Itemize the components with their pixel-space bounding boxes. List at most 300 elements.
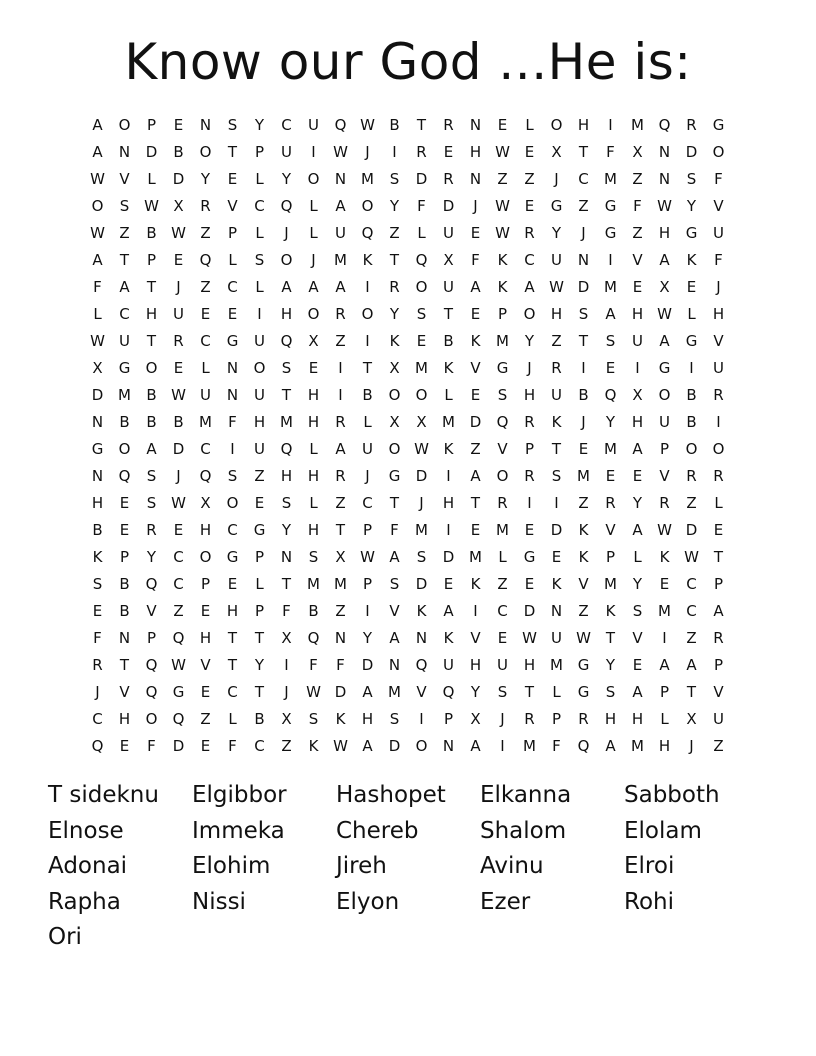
grid-letter: K: [92, 548, 103, 566]
grid-letter: M: [280, 413, 293, 431]
grid-letter: Z: [389, 224, 400, 242]
grid-letter: H: [91, 494, 104, 512]
grid-letter: Q: [91, 737, 104, 755]
grid-letter: T: [146, 278, 157, 296]
grid-letter: P: [443, 710, 454, 728]
grid-letter: P: [605, 548, 616, 566]
grid-letter: Q: [145, 575, 158, 593]
grid-letter: W: [657, 197, 672, 215]
grid-letter: O: [226, 494, 239, 512]
grid-letter: H: [631, 305, 644, 323]
grid-letter: E: [686, 278, 697, 296]
grid-letter: C: [281, 116, 292, 134]
grid-letter: F: [93, 629, 102, 647]
grid-letter: Y: [362, 629, 373, 647]
grid-letter: U: [551, 251, 562, 269]
grid-letter: E: [173, 116, 184, 134]
grid-letter: B: [686, 386, 697, 404]
grid-letter: J: [284, 224, 289, 242]
grid-letter: L: [309, 197, 318, 215]
grid-letter: Z: [686, 629, 697, 647]
grid-letter: N: [91, 467, 104, 485]
grid-letter: I: [581, 359, 586, 377]
grid-letter: U: [443, 278, 454, 296]
grid-letter: A: [146, 440, 157, 458]
grid-letter: B: [362, 386, 373, 404]
grid-letter: H: [199, 521, 212, 539]
grid-letter: O: [658, 386, 671, 404]
word-list-item: Adonai: [48, 853, 128, 879]
grid-letter: T: [254, 629, 265, 647]
grid-letter: R: [713, 386, 724, 404]
grid-letter: Z: [335, 332, 346, 350]
grid-letter: S: [119, 197, 130, 215]
grid-letter: S: [389, 575, 400, 593]
grid-letter: E: [119, 494, 130, 512]
grid-letter: T: [146, 332, 157, 350]
word-list-item: Ori: [48, 924, 82, 950]
grid-letter: K: [470, 575, 481, 593]
grid-letter: V: [632, 251, 643, 269]
grid-row: [84, 517, 732, 544]
grid-letter: V: [632, 629, 643, 647]
grid-letter: B: [308, 602, 319, 620]
grid-letter: M: [577, 467, 590, 485]
grid-letter: J: [473, 197, 478, 215]
grid-letter: Z: [578, 602, 589, 620]
grid-letter: X: [470, 710, 481, 728]
grid-letter: O: [118, 440, 131, 458]
grid-letter: J: [527, 359, 532, 377]
grid-letter: J: [581, 413, 586, 431]
grid-letter: S: [281, 359, 292, 377]
grid-letter: L: [255, 224, 264, 242]
grid-letter: P: [119, 548, 130, 566]
grid-letter: D: [334, 683, 347, 701]
grid-letter: P: [362, 575, 373, 593]
grid-letter: W: [90, 170, 105, 188]
grid-letter: W: [306, 683, 321, 701]
grid-letter: E: [92, 602, 103, 620]
grid-letter: O: [145, 710, 158, 728]
grid-letter: B: [146, 224, 157, 242]
grid-letter: W: [90, 224, 105, 242]
grid-letter: N: [469, 170, 482, 188]
word-list-item: Shalom: [480, 817, 567, 844]
grid-letter: R: [659, 494, 670, 512]
grid-letter: N: [91, 413, 104, 431]
grid-letter: A: [686, 656, 697, 674]
grid-letter: J: [581, 224, 586, 242]
grid-letter: V: [497, 440, 508, 458]
grid-letter: Q: [415, 251, 428, 269]
grid-letter: A: [470, 278, 481, 296]
grid-letter: H: [442, 494, 455, 512]
grid-letter: M: [604, 575, 617, 593]
grid-letter: X: [200, 494, 211, 512]
grid-letter: R: [335, 413, 346, 431]
grid-letter: F: [228, 413, 237, 431]
grid-letter: O: [712, 143, 725, 161]
grid-letter: W: [360, 116, 375, 134]
word-list-item: Elolam: [624, 817, 702, 844]
grid-letter: L: [201, 359, 210, 377]
word-list-item: T sideknu: [48, 782, 159, 808]
grid-letter: G: [226, 332, 239, 350]
grid-letter: D: [415, 170, 428, 188]
grid-letter: O: [91, 197, 104, 215]
grid-letter: U: [632, 332, 643, 350]
grid-letter: Q: [172, 710, 185, 728]
grid-letter: T: [713, 548, 724, 566]
grid-letter: X: [443, 251, 454, 269]
grid-letter: A: [632, 683, 643, 701]
grid-letter: K: [605, 602, 616, 620]
grid-letter: I: [635, 359, 640, 377]
grid-letter: Y: [605, 413, 616, 431]
grid-letter: Y: [524, 332, 535, 350]
grid-letter: Q: [415, 656, 428, 674]
grid-letter: G: [577, 683, 590, 701]
grid-letter: L: [255, 575, 264, 593]
grid-row: [84, 193, 732, 220]
grid-letter: N: [658, 170, 671, 188]
grid-letter: I: [473, 602, 478, 620]
grid-letter: U: [551, 629, 562, 647]
grid-letter: M: [604, 278, 617, 296]
grid-letter: Q: [118, 467, 131, 485]
grid-letter: X: [632, 386, 643, 404]
grid-letter: Q: [361, 224, 374, 242]
grid-letter: F: [282, 602, 291, 620]
grid-letter: X: [281, 629, 292, 647]
grid-letter: B: [92, 521, 103, 539]
grid-letter: S: [551, 467, 562, 485]
grid-letter: D: [415, 575, 428, 593]
grid-letter: B: [119, 575, 130, 593]
grid-letter: T: [605, 629, 616, 647]
grid-letter: P: [146, 251, 157, 269]
grid-letter: N: [442, 737, 455, 755]
grid-letter: E: [524, 575, 535, 593]
grid-letter: F: [714, 170, 723, 188]
grid-letter: P: [659, 683, 670, 701]
word-list-item: Jireh: [336, 853, 387, 879]
grid-letter: Q: [280, 332, 293, 350]
grid-letter: G: [388, 467, 401, 485]
grid-letter: W: [171, 494, 186, 512]
grid-row: [84, 625, 732, 652]
grid-letter: Q: [172, 629, 185, 647]
grid-letter: T: [119, 251, 130, 269]
word-list-item: Sabboth: [624, 782, 720, 808]
grid-letter: N: [280, 548, 293, 566]
grid-letter: S: [92, 575, 103, 593]
grid-letter: E: [524, 521, 535, 539]
grid-letter: B: [389, 116, 400, 134]
grid-letter: Z: [497, 575, 508, 593]
grid-letter: H: [226, 602, 239, 620]
grid-letter: U: [659, 413, 670, 431]
grid-letter: S: [605, 683, 616, 701]
grid-letter: K: [497, 251, 508, 269]
grid-letter: A: [470, 467, 481, 485]
grid-letter: V: [119, 170, 130, 188]
grid-letter: T: [362, 359, 373, 377]
grid-letter: S: [416, 305, 427, 323]
grid-letter: A: [308, 278, 319, 296]
grid-letter: M: [442, 413, 455, 431]
grid-letter: O: [523, 305, 536, 323]
grid-letter: E: [713, 521, 724, 539]
grid-letter: X: [686, 710, 697, 728]
grid-letter: Y: [389, 197, 400, 215]
grid-letter: A: [92, 251, 103, 269]
grid-letter: A: [92, 143, 103, 161]
grid-letter: S: [497, 386, 508, 404]
grid-letter: Z: [200, 224, 211, 242]
grid-letter: E: [443, 143, 454, 161]
grid-letter: R: [335, 467, 346, 485]
grid-row: [84, 328, 732, 355]
grid-letter: P: [713, 575, 724, 593]
grid-letter: K: [659, 548, 670, 566]
grid-letter: I: [446, 467, 451, 485]
grid-letter: M: [496, 521, 509, 539]
grid-letter: I: [527, 494, 532, 512]
grid-letter: N: [577, 251, 590, 269]
grid-letter: S: [605, 332, 616, 350]
grid-letter: L: [309, 494, 318, 512]
grid-letter: N: [226, 359, 239, 377]
word-list-item: Elnose: [48, 817, 124, 844]
grid-letter: W: [657, 305, 672, 323]
grid-letter: E: [443, 575, 454, 593]
grid-letter: X: [281, 710, 292, 728]
grid-letter: U: [551, 386, 562, 404]
grid-letter: C: [254, 737, 265, 755]
grid-letter: N: [334, 629, 347, 647]
grid-letter: K: [578, 548, 589, 566]
grid-letter: E: [632, 278, 643, 296]
grid-row: [84, 274, 732, 301]
grid-letter: N: [469, 116, 482, 134]
grid-letter: M: [469, 548, 482, 566]
grid-letter: E: [632, 656, 643, 674]
grid-letter: Q: [496, 413, 509, 431]
word-list-item: Rapha: [48, 888, 121, 915]
grid-letter: U: [119, 332, 130, 350]
grid-letter: Z: [200, 278, 211, 296]
grid-letter: L: [525, 116, 534, 134]
grid-letter: H: [631, 413, 644, 431]
grid-letter: E: [470, 521, 481, 539]
grid-row: [84, 571, 732, 598]
grid-letter: Z: [335, 494, 346, 512]
grid-letter: H: [307, 413, 320, 431]
grid-letter: E: [254, 494, 265, 512]
grid-letter: O: [388, 386, 401, 404]
grid-letter: E: [200, 737, 211, 755]
grid-letter: R: [443, 116, 454, 134]
grid-letter: C: [227, 521, 238, 539]
grid-letter: Z: [551, 332, 562, 350]
grid-letter: I: [608, 251, 613, 269]
grid-letter: T: [578, 332, 589, 350]
word-list-item: Avinu: [480, 853, 544, 879]
grid-letter: R: [146, 521, 157, 539]
grid-letter: M: [604, 170, 617, 188]
grid-letter: M: [334, 251, 347, 269]
grid-letter: G: [523, 548, 536, 566]
grid-letter: M: [199, 413, 212, 431]
grid-letter: K: [470, 332, 481, 350]
grid-row: [84, 490, 732, 517]
grid-letter: Y: [632, 575, 643, 593]
grid-letter: O: [253, 359, 266, 377]
grid-letter: G: [253, 521, 266, 539]
grid-letter: B: [578, 386, 589, 404]
grid-letter: H: [307, 467, 320, 485]
grid-letter: C: [200, 440, 211, 458]
grid-letter: G: [685, 224, 698, 242]
grid-letter: R: [524, 224, 535, 242]
grid-letter: T: [227, 143, 238, 161]
grid-letter: T: [227, 629, 238, 647]
grid-letter: D: [577, 278, 590, 296]
grid-letter: A: [632, 440, 643, 458]
grid-letter: O: [388, 440, 401, 458]
grid-letter: W: [576, 629, 591, 647]
grid-letter: X: [173, 197, 184, 215]
grid-letter: I: [689, 359, 694, 377]
grid-row: [84, 220, 732, 247]
grid-letter: A: [281, 278, 292, 296]
grid-letter: A: [92, 116, 103, 134]
grid-letter: A: [119, 278, 130, 296]
grid-letter: T: [470, 494, 481, 512]
grid-letter: R: [200, 197, 211, 215]
grid-letter: Y: [551, 224, 562, 242]
grid-letter: H: [253, 413, 266, 431]
grid-letter: I: [338, 359, 343, 377]
grid-letter: G: [550, 197, 563, 215]
grid-letter: K: [686, 251, 697, 269]
grid-letter: L: [255, 278, 264, 296]
grid-letter: R: [443, 170, 454, 188]
grid-letter: M: [307, 575, 320, 593]
grid-letter: S: [632, 602, 643, 620]
grid-letter: N: [550, 602, 563, 620]
grid-letter: S: [227, 467, 238, 485]
grid-letter: L: [660, 710, 669, 728]
grid-letter: A: [524, 278, 535, 296]
grid-letter: E: [632, 467, 643, 485]
grid-letter: W: [333, 143, 348, 161]
grid-letter: X: [389, 359, 400, 377]
grid-row: [84, 652, 732, 679]
grid-letter: T: [686, 683, 697, 701]
grid-letter: O: [415, 737, 428, 755]
grid-letter: M: [496, 332, 509, 350]
grid-letter: M: [415, 359, 428, 377]
grid-letter: A: [605, 305, 616, 323]
grid-row: [84, 112, 732, 139]
grid-letter: F: [633, 197, 642, 215]
grid-letter: G: [118, 359, 131, 377]
grid-letter: F: [606, 143, 615, 161]
grid-row: [84, 301, 732, 328]
grid-letter: D: [442, 197, 455, 215]
grid-letter: Q: [145, 656, 158, 674]
grid-letter: H: [469, 143, 482, 161]
grid-letter: Q: [604, 386, 617, 404]
grid-letter: J: [554, 170, 559, 188]
grid-letter: T: [551, 440, 562, 458]
grid-letter: Y: [254, 116, 265, 134]
grid-row: [84, 706, 732, 733]
grid-letter: L: [147, 170, 156, 188]
grid-letter: P: [227, 224, 238, 242]
grid-letter: D: [415, 467, 428, 485]
grid-letter: Q: [658, 116, 671, 134]
grid-letter: E: [524, 143, 535, 161]
grid-letter: N: [334, 170, 347, 188]
grid-letter: I: [284, 656, 289, 674]
grid-letter: L: [309, 224, 318, 242]
grid-letter: Q: [145, 683, 158, 701]
grid-letter: L: [228, 251, 237, 269]
grid-letter: V: [470, 359, 481, 377]
grid-letter: O: [415, 278, 428, 296]
grid-row: [84, 733, 732, 760]
grid-letter: B: [146, 386, 157, 404]
grid-letter: Y: [200, 170, 211, 188]
grid-letter: K: [443, 440, 454, 458]
grid-letter: C: [578, 170, 589, 188]
grid-letter: J: [284, 683, 289, 701]
grid-letter: G: [604, 197, 617, 215]
grid-letter: C: [227, 683, 238, 701]
grid-letter: H: [577, 116, 590, 134]
grid-letter: K: [362, 251, 373, 269]
grid-letter: M: [631, 116, 644, 134]
grid-letter: B: [173, 413, 184, 431]
grid-letter: L: [309, 440, 318, 458]
grid-letter: V: [416, 683, 427, 701]
grid-letter: A: [362, 737, 373, 755]
grid-letter: N: [388, 656, 401, 674]
grid-letter: I: [338, 386, 343, 404]
grid-letter: D: [685, 143, 698, 161]
grid-letter: O: [361, 305, 374, 323]
grid-letter: E: [227, 575, 238, 593]
grid-letter: S: [146, 494, 157, 512]
grid-letter: T: [524, 683, 535, 701]
grid-letter: T: [281, 386, 292, 404]
grid-letter: P: [659, 440, 670, 458]
grid-letter: G: [712, 116, 725, 134]
grid-letter: S: [389, 170, 400, 188]
grid-letter: Y: [686, 197, 697, 215]
grid-letter: C: [173, 548, 184, 566]
grid-letter: V: [119, 683, 130, 701]
grid-letter: J: [716, 278, 721, 296]
grid-letter: Z: [578, 197, 589, 215]
grid-letter: T: [389, 251, 400, 269]
grid-letter: Z: [470, 440, 481, 458]
grid-letter: E: [605, 359, 616, 377]
